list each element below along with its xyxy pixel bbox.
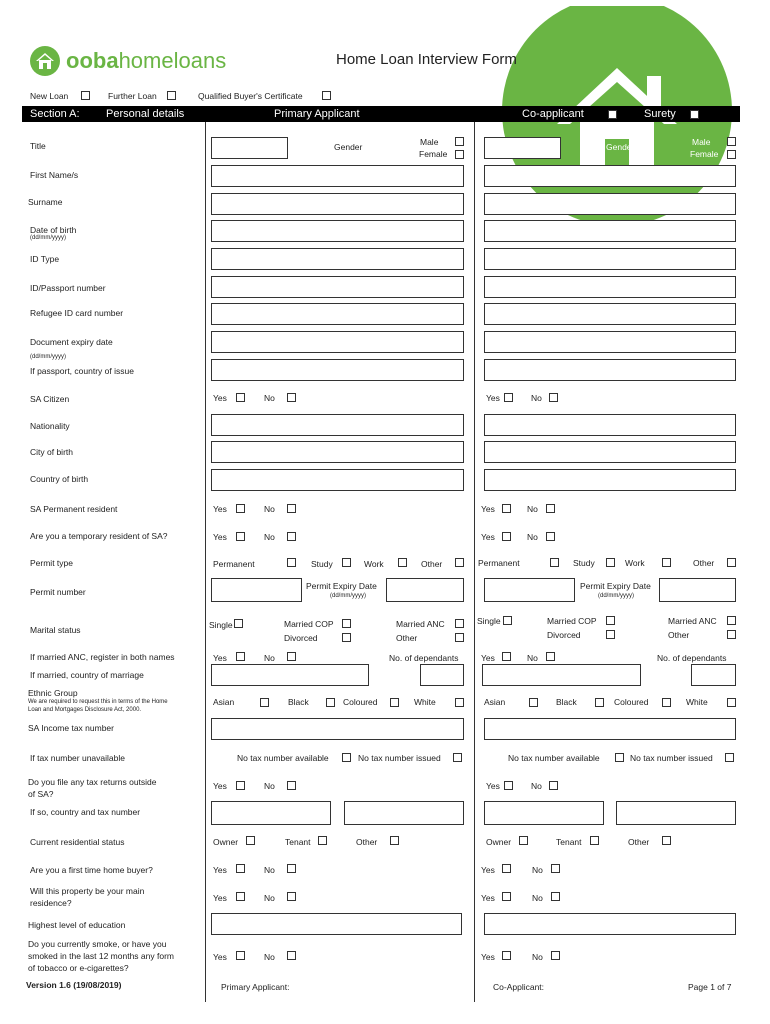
smoke-label-3: of tobacco or e-cigarettes? [28, 963, 129, 973]
c-first-no-checkbox[interactable] [551, 864, 560, 873]
p-country-birth-field[interactable] [211, 469, 464, 491]
p-owner-label: Owner [213, 837, 239, 847]
c-permit-work-label: Work [625, 558, 645, 568]
p-nationality-field[interactable] [211, 414, 464, 436]
c-anc-no-checkbox[interactable] [546, 652, 555, 661]
p-coloured-checkbox[interactable] [390, 698, 399, 707]
c-anc-yes-label: Yes [481, 653, 495, 663]
p-permit-permanent-checkbox[interactable] [287, 558, 296, 567]
c-male-label: Male [692, 137, 711, 147]
tax-unavail-label: If tax number unavailable [30, 753, 125, 763]
c-permit-permanent-checkbox[interactable] [550, 558, 559, 567]
c-black-checkbox[interactable] [595, 698, 604, 707]
p-white-label: White [414, 697, 436, 707]
p-permit-work-checkbox[interactable] [398, 558, 407, 567]
ethnic-note-2: Loan and Mortgages Disclosure Act, 2000. [28, 707, 142, 713]
dob-format: (dd/mm/yyyy) [30, 235, 66, 241]
country-marriage-label: If married, country of marriage [30, 670, 144, 680]
c-tax-out-no-label: No [531, 781, 542, 791]
p-education-field[interactable] [211, 913, 462, 935]
permit-type-label: Permit type [30, 558, 73, 568]
c-main-yes-label: Yes [481, 893, 495, 903]
id-type-label: ID Type [30, 254, 60, 264]
column-divider-left [205, 122, 206, 1002]
c-smoke-no-checkbox[interactable] [551, 951, 560, 960]
c-owner-checkbox[interactable] [519, 836, 528, 845]
c-main-yes-checkbox[interactable] [502, 892, 511, 901]
sa-citizen-label: SA Citizen [30, 394, 70, 404]
c-surname-field[interactable] [484, 193, 736, 215]
new-loan-label: New Loan [30, 91, 69, 101]
p-temp-no-checkbox[interactable] [287, 532, 296, 541]
c-dependants-field[interactable] [691, 664, 736, 686]
c-smoke-yes-checkbox[interactable] [502, 951, 511, 960]
marital-label: Marital status [30, 625, 81, 635]
c-male-checkbox[interactable] [727, 137, 736, 146]
c-first-names-field[interactable] [484, 165, 736, 187]
surety-heading: Surety [644, 108, 676, 120]
tax-outside-label-2: of SA? [28, 789, 54, 799]
c-citizen-yes-checkbox[interactable] [504, 393, 513, 402]
c-female-checkbox[interactable] [727, 150, 736, 159]
p-no-tax-issued-label: No tax number issued [358, 753, 441, 763]
c-marital-other-checkbox[interactable] [727, 630, 736, 639]
p-owner-checkbox[interactable] [246, 836, 255, 845]
p-main-no-label: No [264, 893, 275, 903]
c-tax-out-yes-checkbox[interactable] [504, 781, 513, 790]
c-single-label: Single [477, 616, 501, 626]
first-names-label: First Name/s [30, 170, 79, 180]
p-male-label: Male [420, 137, 439, 147]
p-first-no-checkbox[interactable] [287, 864, 296, 873]
p-permit-other-label: Other [421, 559, 443, 569]
p-tax-country-field[interactable] [211, 801, 331, 825]
res-status-label: Current residential status [30, 837, 125, 847]
p-gender-label: Gender [334, 142, 363, 152]
p-anc-yes-checkbox[interactable] [236, 652, 245, 661]
tax-outside-label-1: Do you file any tax returns outside [28, 777, 157, 787]
p-temp-no-label: No [264, 532, 275, 542]
p-asian-label: Asian [213, 697, 235, 707]
ethnic-label: Ethnic Group [28, 688, 78, 698]
p-tax-out-no-label: No [264, 781, 275, 791]
p-citizen-no-checkbox[interactable] [287, 393, 296, 402]
p-temp-yes-checkbox[interactable] [236, 532, 245, 541]
c-temp-yes-checkbox[interactable] [502, 532, 511, 541]
p-permit-study-checkbox[interactable] [342, 558, 351, 567]
p-permit-number-field[interactable] [211, 578, 302, 602]
section-header [22, 106, 740, 122]
p-foreign-tax-number-field[interactable] [344, 801, 464, 825]
c-id-passport-field[interactable] [484, 276, 736, 298]
p-first-no-label: No [264, 865, 275, 875]
p-no-tax-avail-label: No tax number available [237, 753, 329, 763]
p-tenant-checkbox[interactable] [318, 836, 327, 845]
p-permit-expiry-format: (dd/mm/yyyy) [330, 593, 366, 599]
surety-checkbox[interactable] [690, 110, 699, 119]
p-refugee-field[interactable] [211, 303, 464, 325]
brand-name-light: homeloans [118, 48, 227, 73]
c-perm-yes-label: Yes [481, 504, 495, 514]
p-female-checkbox[interactable] [455, 150, 464, 159]
p-marital-other-checkbox[interactable] [455, 633, 464, 642]
c-permit-expiry-field[interactable] [659, 578, 736, 602]
smoke-label-1: Do you currently smoke, or have you [28, 939, 167, 949]
p-first-names-field[interactable] [211, 165, 464, 187]
p-divorced-checkbox[interactable] [342, 633, 351, 642]
c-doc-expiry-field[interactable] [484, 331, 736, 353]
p-permit-expiry-label: Permit Expiry Date [306, 581, 377, 591]
qbc-label: Qualified Buyer's Certificate [198, 91, 303, 101]
c-res-other-label: Other [628, 837, 650, 847]
smoke-label-2: smoked in the last 12 months any form [28, 951, 174, 961]
p-citizen-yes-checkbox[interactable] [236, 393, 245, 402]
p-city-birth-field[interactable] [211, 441, 464, 463]
doc-expiry-format: (dd/mm/yyyy) [30, 354, 66, 360]
p-asian-checkbox[interactable] [260, 698, 269, 707]
co-applicant-checkbox[interactable] [608, 110, 617, 119]
c-refugee-field[interactable] [484, 303, 736, 325]
p-permit-work-label: Work [364, 559, 384, 569]
dob-label: Date of birth [30, 225, 77, 235]
p-tax-number-field[interactable] [211, 718, 464, 740]
c-permit-other-checkbox[interactable] [727, 558, 736, 567]
c-perm-yes-checkbox[interactable] [502, 504, 511, 513]
c-no-tax-avail-label: No tax number available [508, 753, 600, 763]
p-permit-expiry-field[interactable] [386, 578, 464, 602]
c-city-birth-field[interactable] [484, 441, 736, 463]
ethnic-note-1: We are required to request this in terms of the Home [28, 699, 168, 705]
section-name: Personal details [106, 108, 185, 120]
c-divorced-label: Divorced [547, 630, 581, 640]
p-black-checkbox[interactable] [326, 698, 335, 707]
p-surname-field[interactable] [211, 193, 464, 215]
c-first-yes-label: Yes [481, 865, 495, 875]
version-label: Version 1.6 (19/08/2019) [26, 980, 122, 990]
further-loan-checkbox[interactable] [167, 91, 176, 100]
c-citizen-yes-label: Yes [486, 393, 500, 403]
p-temp-yes-label: Yes [213, 532, 227, 542]
p-smoke-yes-label: Yes [213, 952, 227, 962]
c-permit-other-label: Other [693, 558, 715, 568]
p-id-passport-field[interactable] [211, 276, 464, 298]
further-loan-label: Further Loan [108, 91, 157, 101]
c-country-marriage-field[interactable] [482, 664, 641, 686]
c-tax-number-field[interactable] [484, 718, 736, 740]
new-loan-checkbox[interactable] [81, 91, 90, 100]
c-temp-no-checkbox[interactable] [546, 532, 555, 541]
p-tax-out-yes-label: Yes [213, 781, 227, 791]
c-anc-checkbox[interactable] [727, 616, 736, 625]
page-number: Page 1 of 7 [688, 982, 732, 992]
p-res-other-label: Other [356, 837, 378, 847]
c-citizen-no-checkbox[interactable] [549, 393, 558, 402]
p-citizen-yes-label: Yes [213, 393, 227, 403]
country-birth-label: Country of birth [30, 474, 89, 484]
p-citizen-no-label: No [264, 393, 275, 403]
p-first-yes-checkbox[interactable] [236, 864, 245, 873]
p-permit-study-label: Study [311, 559, 333, 569]
passport-country-label: If passport, country of issue [30, 366, 134, 376]
c-asian-checkbox[interactable] [529, 698, 538, 707]
c-main-no-checkbox[interactable] [551, 892, 560, 901]
p-anc-no-checkbox[interactable] [287, 652, 296, 661]
p-single-label: Single [209, 620, 233, 630]
p-anc-yes-label: Yes [213, 653, 227, 663]
c-single-checkbox[interactable] [503, 616, 512, 625]
city-birth-label: City of birth [30, 447, 73, 457]
section-label: Section A: [30, 108, 80, 120]
co-applicant-heading: Co-applicant [522, 108, 584, 120]
p-first-yes-label: Yes [213, 865, 227, 875]
c-tax-country-field[interactable] [484, 801, 604, 825]
p-cop-label: Married COP [284, 619, 334, 629]
logo-house-icon [30, 46, 60, 76]
c-permit-work-checkbox[interactable] [662, 558, 671, 567]
c-white-label: White [686, 697, 708, 707]
c-black-label: Black [556, 697, 577, 707]
p-dependants-field[interactable] [420, 664, 464, 686]
c-perm-no-label: No [527, 504, 538, 514]
c-owner-label: Owner [486, 837, 512, 847]
c-res-other-checkbox[interactable] [662, 836, 671, 845]
c-divorced-checkbox[interactable] [606, 630, 615, 639]
c-id-type-field[interactable] [484, 248, 736, 270]
p-marital-other-label: Other [396, 633, 418, 643]
tax-country-label: If so, country and tax number [30, 807, 141, 817]
c-education-field[interactable] [484, 913, 736, 935]
p-anc-checkbox[interactable] [455, 619, 464, 628]
p-cop-checkbox[interactable] [342, 619, 351, 628]
sa-tax-label: SA Income tax number [28, 723, 114, 733]
p-tenant-label: Tenant [285, 837, 311, 847]
p-tax-out-yes-checkbox[interactable] [236, 781, 245, 790]
c-permit-expiry-format: (dd/mm/yyyy) [598, 593, 634, 599]
c-permit-study-label: Study [573, 558, 595, 568]
form-title: Home Loan Interview Form [336, 51, 517, 68]
p-doc-expiry-field[interactable] [211, 331, 464, 353]
c-tax-out-no-checkbox[interactable] [549, 781, 558, 790]
p-country-marriage-field[interactable] [211, 664, 369, 686]
c-female-label: Female [690, 149, 719, 159]
permit-number-label: Permit number [30, 587, 86, 597]
p-smoke-no-label: No [264, 952, 275, 962]
c-asian-label: Asian [484, 697, 506, 707]
title-label: Title [30, 141, 46, 151]
c-smoke-yes-label: Yes [481, 952, 495, 962]
c-permit-number-field[interactable] [484, 578, 575, 602]
anc-register-label: If married ANC, register in both names [30, 652, 175, 662]
c-title-field[interactable] [484, 137, 561, 159]
c-no-tax-issued-label: No tax number issued [630, 753, 713, 763]
p-female-label: Female [419, 149, 448, 159]
c-cop-checkbox[interactable] [606, 616, 615, 625]
c-permit-permanent-label: Permanent [478, 558, 520, 568]
p-single-checkbox[interactable] [234, 619, 243, 628]
c-marital-other-label: Other [668, 630, 690, 640]
p-no-tax-avail-checkbox[interactable] [342, 753, 351, 762]
c-tenant-checkbox[interactable] [590, 836, 599, 845]
p-perm-yes-label: Yes [213, 504, 227, 514]
p-passport-country-field[interactable] [211, 359, 464, 381]
c-anc-label: Married ANC [668, 616, 717, 626]
p-permit-permanent-label: Permanent [213, 559, 255, 569]
id-passport-label: ID/Passport number [30, 283, 106, 293]
refugee-label: Refugee ID card number [30, 308, 124, 318]
p-main-yes-label: Yes [213, 893, 227, 903]
c-tax-out-yes-label: Yes [486, 781, 500, 791]
p-smoke-no-checkbox[interactable] [287, 951, 296, 960]
c-cop-label: Married COP [547, 616, 597, 626]
p-main-no-checkbox[interactable] [287, 892, 296, 901]
c-no-tax-issued-checkbox[interactable] [725, 753, 734, 762]
p-smoke-yes-checkbox[interactable] [236, 951, 245, 960]
p-main-yes-checkbox[interactable] [236, 892, 245, 901]
temp-res-label: Are you a temporary resident of SA? [30, 531, 168, 541]
c-anc-yes-checkbox[interactable] [502, 652, 511, 661]
p-divorced-label: Divorced [284, 633, 318, 643]
c-citizen-no-label: No [531, 393, 542, 403]
p-coloured-label: Coloured [343, 697, 378, 707]
doc-expiry-label: Document expiry date [30, 337, 113, 347]
p-white-checkbox[interactable] [455, 698, 464, 707]
qbc-checkbox[interactable] [322, 91, 331, 100]
surname-label: Surname [28, 197, 63, 207]
first-time-label: Are you a first time home buyer? [30, 865, 153, 875]
c-coloured-checkbox[interactable] [662, 698, 671, 707]
p-anc-label: Married ANC [396, 619, 445, 629]
c-permit-study-checkbox[interactable] [606, 558, 615, 567]
c-tenant-label: Tenant [556, 837, 582, 847]
p-res-other-checkbox[interactable] [390, 836, 399, 845]
c-dependants-label: No. of dependants [657, 653, 727, 663]
p-permit-other-checkbox[interactable] [455, 558, 464, 567]
p-black-label: Black [288, 697, 309, 707]
p-tax-out-no-checkbox[interactable] [287, 781, 296, 790]
c-main-no-label: No [532, 893, 543, 903]
p-dependants-label: No. of dependants [389, 653, 459, 663]
c-first-no-label: No [532, 865, 543, 875]
main-res-label-1: Will this property be your main [30, 886, 145, 896]
c-permit-expiry-label: Permit Expiry Date [580, 581, 651, 591]
c-country-birth-field[interactable] [484, 469, 736, 491]
c-nationality-field[interactable] [484, 414, 736, 436]
c-temp-no-label: No [527, 532, 538, 542]
column-divider-mid [474, 122, 475, 1002]
p-id-type-field[interactable] [211, 248, 464, 270]
c-foreign-tax-number-field[interactable] [616, 801, 736, 825]
p-title-field[interactable] [211, 137, 288, 159]
c-dob-field[interactable] [484, 220, 736, 242]
p-no-tax-issued-checkbox[interactable] [453, 753, 462, 762]
c-passport-country-field[interactable] [484, 359, 736, 381]
c-gender-label: Gender [606, 142, 635, 152]
c-temp-yes-label: Yes [481, 532, 495, 542]
c-no-tax-avail-checkbox[interactable] [615, 753, 624, 762]
p-dob-field[interactable] [211, 220, 464, 242]
main-res-label-2: residence? [30, 898, 72, 908]
brand-name-bold: ooba [66, 48, 119, 73]
co-signature-label: Co-Applicant: [493, 982, 545, 992]
p-perm-yes-checkbox[interactable] [236, 504, 245, 513]
c-perm-no-checkbox[interactable] [546, 504, 555, 513]
p-perm-no-checkbox[interactable] [287, 504, 296, 513]
c-white-checkbox[interactable] [727, 698, 736, 707]
c-anc-no-label: No [527, 653, 538, 663]
sa-perm-label: SA Permanent resident [30, 504, 118, 514]
primary-signature-label: Primary Applicant: [221, 982, 290, 992]
primary-applicant-heading: Primary Applicant [274, 108, 360, 120]
p-anc-no-label: No [264, 653, 275, 663]
c-coloured-label: Coloured [614, 697, 649, 707]
p-perm-no-label: No [264, 504, 275, 514]
c-smoke-no-label: No [532, 952, 543, 962]
c-first-yes-checkbox[interactable] [502, 864, 511, 873]
education-label: Highest level of education [28, 920, 126, 930]
nationality-label: Nationality [30, 421, 70, 431]
p-male-checkbox[interactable] [455, 137, 464, 146]
